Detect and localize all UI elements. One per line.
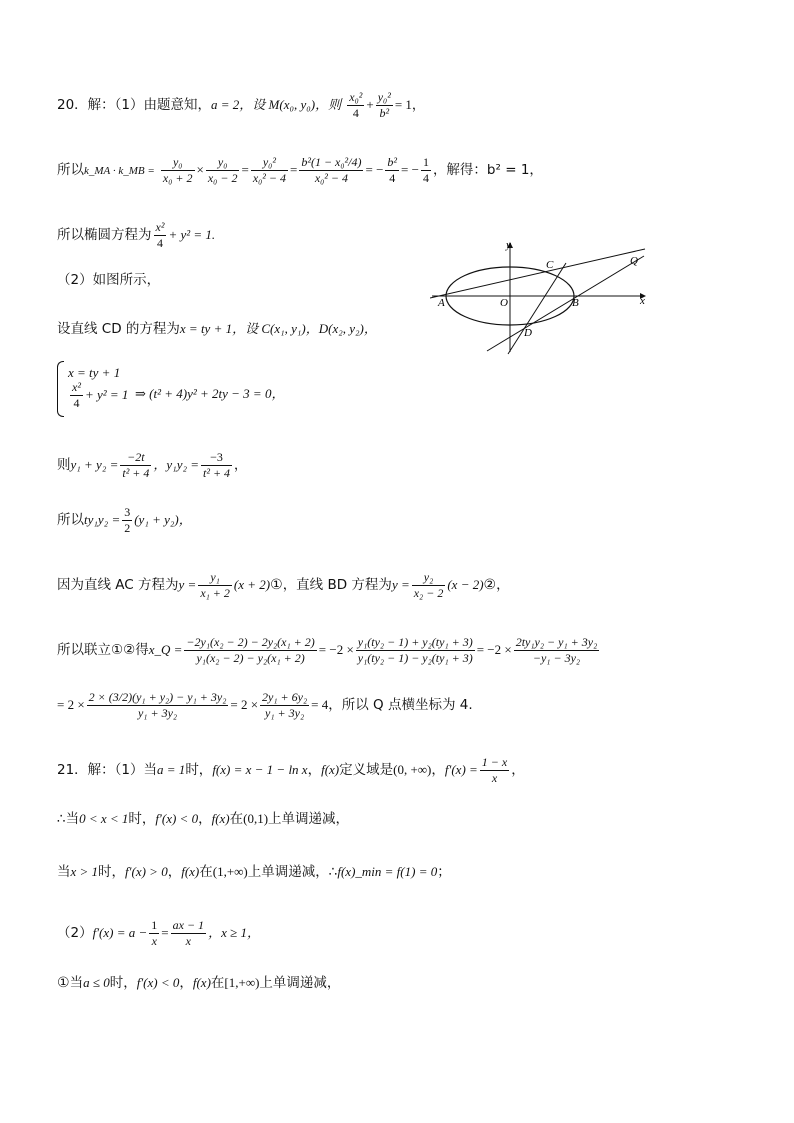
p20-given-a: a = 2，设 M(x₀, y₀)，则 xyxy=(211,97,342,112)
p20-line11: = 2 × $\frac{\text{2 × (3/2)(y₁ + y₂) − y₁ + 3y₂}}{\text{y₁ + 3y₂}}$ = 2 × $\frac{\text{2y₁ + 6y₂}}{\text{y₁ + 3y₂}}$ = 4，所以 Q 点横坐标为 4. xyxy=(57,690,473,720)
p20-line3: 所以椭圆方程为 $\frac{\text{x²}}{4}$ + y² = 1. xyxy=(57,220,216,250)
label-c: C xyxy=(546,259,554,271)
system-eq2: $\frac{\text{x²}}{4}$ + y² = 1 xyxy=(72,380,129,410)
line-bd xyxy=(487,256,644,351)
p21-line5: ①当a ≤ 0时，f′(x) < 0，f(x)在[1,+∞)上单调递减， xyxy=(57,975,341,991)
circled-two: ② xyxy=(483,577,497,593)
line-aq xyxy=(430,249,645,298)
circled-one: ① xyxy=(270,577,283,593)
label-q: Q xyxy=(630,255,638,267)
p20-intro-text: 20．解：（1）由题意知， xyxy=(57,97,212,113)
circled-one: ① xyxy=(57,975,70,991)
p20-line7: 则y₁ + y₂ = $\frac{-2t}{\text{t² + 4}}$ ，y₁y₂ = $\frac{-3}{\text{t² + 4}}$ ， xyxy=(57,450,248,480)
label-a: A xyxy=(438,297,445,309)
p21-line1: 21．解：（1）当a = 1时，f(x) = x − 1 − ln x，f(x)定义域是(0, +∞)，f′(x) = $\frac{1 - x}{x}$ ， xyxy=(57,755,525,785)
label-d: D xyxy=(524,327,532,339)
slope-product: k_MA · k_MB = xyxy=(84,165,155,177)
ellipse-diagram xyxy=(430,240,655,360)
p21-line4: （2）f′(x) = a − $\frac{1}{x}$ = $\frac{ax - 1}{x}$ ，x ≥ 1， xyxy=(57,918,260,948)
p20-line5: 设直线 CD 的方程为x = ty + 1，设 C(x₁, y₁)，D(x₂, y₂)， xyxy=(57,321,377,337)
label-x: x xyxy=(640,295,645,307)
p20-part2-heading: （2）如图所示， xyxy=(57,272,161,288)
p20-line2: 所以k_MA · k_MB = $\frac{\text{y₀}}{\text{x₀ + 2}}$ × $\frac{\text{y₀}}{\text{x₀ − 2}}$ = $\frac{\text{y₀²}}{\text{x₀² − 4}}$ = $\frac{\text{b²(1 − x₀²/4)}}{\text{x₀² − 4}}$ = − $\frac{\text{b²}}{4}$ = − $\frac{1}{4}$ ，解得：b² = 1， xyxy=(57,155,543,185)
fraction: $\frac{\text{y₀²}}{\text{b²}}$ xyxy=(377,90,391,120)
p20-line9: 因为直线 AC 方程为y = $\frac{\text{y₁}}{\text{x₁ + 2}}$ (x + 2)①，直线 BD 方程为y = $\frac{\text{y₂}}{\text{x₂ − 2}}$ (x − 2)②， xyxy=(57,570,510,600)
p20-line1: 20．解：（1）由题意知，a = 2，设 M(x₀, y₀)，则 $\frac{\text{x₀²}}{4}$ + $\frac{\text{y₀²}}{\text{b²}}$ = 1， xyxy=(57,90,425,120)
label-o: O xyxy=(500,297,508,309)
system-brace xyxy=(57,361,64,417)
label-b: B xyxy=(572,297,579,309)
p21-line3: 当x > 1时，f′(x) > 0，f(x)在(1,+∞)上单调递减，∴f(x)_min = f(1) = 0； xyxy=(57,864,451,880)
system-result: ⇒ (t² + 4)y² + 2ty − 3 = 0， xyxy=(135,386,285,401)
label-y: y xyxy=(506,240,511,251)
p20-line8: 所以ty₁y₂ = $\frac{3}{2}$ (y₁ + y₂)， xyxy=(57,505,192,535)
p21-line2: ∴当0 < x < 1时，f′(x) < 0，f(x)在(0,1)上单调递减， xyxy=(57,811,350,827)
p20-line10: 所以联立①②得x_Q = $\frac{\text{−2y₁(x₂ − 2) − 2y₂(x₁ + 2)}}{\text{y₁(x₂ − 2) − y₂(x₁ + 2)}}$ = −2 × $\frac{\text{y₁(ty₂ − 1) + y₂(ty₁ + 3)}}{\text{y₁(ty₂ − 1) − y₂(ty₁ + 3)}}$ = −2 × $\frac{\text{2ty₁y₂ − y₁ + 3y₂}}{\text{−y₁ − 3y₂}}$ xyxy=(57,635,598,665)
fraction: $\frac{\text{x₀²}}{4}$ xyxy=(349,90,363,120)
system-eq1: x = ty + 1 xyxy=(68,365,121,380)
